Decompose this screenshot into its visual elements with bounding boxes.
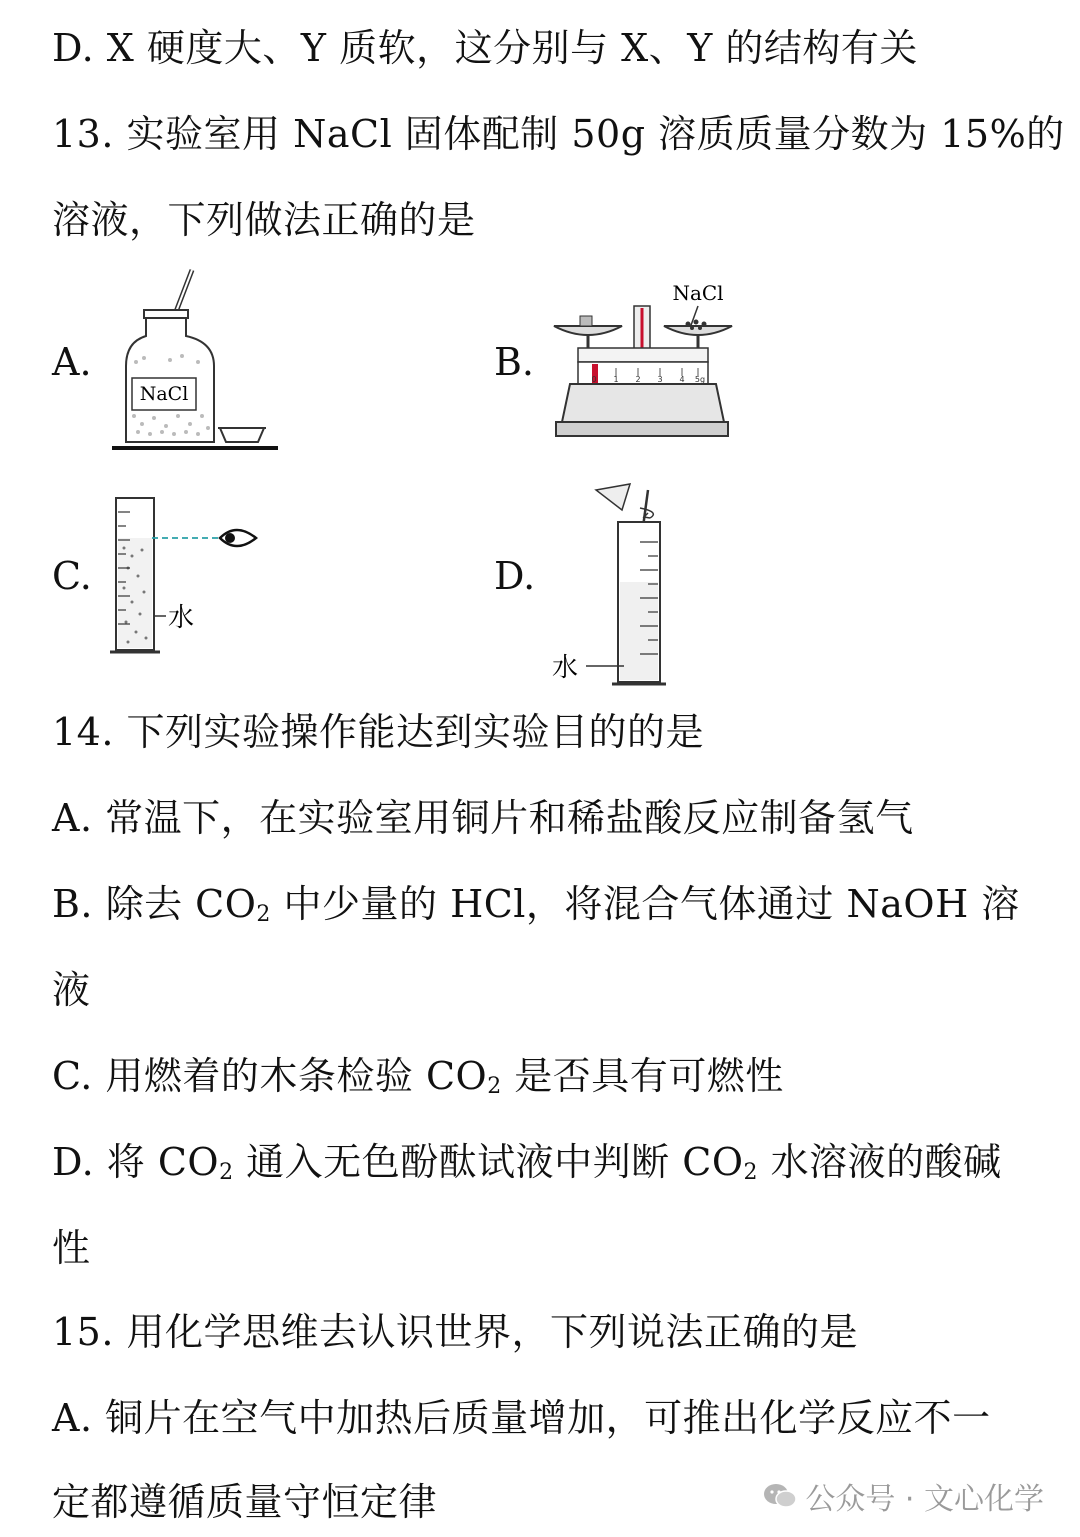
- water-label: 水: [168, 603, 195, 633]
- q14-title: 14. 下列实验操作能达到实验目的的是: [52, 710, 705, 754]
- q14-option-c: [52, 1052, 784, 1111]
- wechat-icon: [763, 1482, 797, 1510]
- q14-c-subscript: 2: [487, 1074, 502, 1099]
- pan-label: NaCl: [672, 281, 724, 305]
- scale-tick: 2: [635, 375, 641, 384]
- q13-option-c-label: C.: [52, 554, 92, 598]
- q14-d-text-2: 通入无色酚酞试液中判断 CO: [233, 1140, 744, 1184]
- watermark-text: 公众号 · 文心化学: [805, 1482, 1044, 1517]
- q15-title: 15. 用化学思维去认识世界，下列说法正确的是: [52, 1310, 859, 1354]
- watermark: [763, 1474, 1044, 1518]
- q13-option-a-label: A.: [52, 340, 92, 384]
- q13-option-b-label: B.: [494, 340, 535, 384]
- scale-tick: 5g: [694, 375, 706, 384]
- q14-d-subscript-1: 2: [219, 1160, 234, 1185]
- q13-option-c-figure: [108, 492, 268, 658]
- q14-b-text-2: 中少量的 HCl，将混合气体通过 NaOH 溶: [270, 882, 1020, 926]
- q13-option-b-figure: [548, 272, 738, 444]
- q14-c-text-1: C. 用燃着的木条检验 CO: [52, 1054, 488, 1098]
- q14-d-text-1: D. 将 CO: [52, 1140, 220, 1184]
- q14-b-subscript: 2: [256, 902, 271, 927]
- q14-option-b-line-2: 液: [52, 968, 91, 1012]
- scale-tick: 3: [657, 375, 663, 384]
- q14-c-text-2: 是否具有可燃性: [501, 1054, 784, 1098]
- q14-b-text-1: B. 除去 CO: [52, 882, 257, 926]
- q13-title-line-1: 13. 实验室用 NaCl 固体配制 50g 溶质质量分数为 15%的: [52, 112, 1065, 156]
- q14-d-subscript-2: 2: [743, 1160, 758, 1185]
- q13-option-d-label: D.: [494, 554, 536, 598]
- water-label: 水: [552, 653, 579, 683]
- q14-d-text-3: 水溶液的酸碱: [757, 1140, 1002, 1184]
- scale-tick: 4: [679, 375, 685, 384]
- q13-option-a-figure: [110, 266, 280, 456]
- q14-option-d-line-2: 性: [52, 1226, 91, 1270]
- scale-tick: 1: [613, 375, 619, 384]
- q14-option-d: [52, 1138, 1002, 1197]
- q13-title-line-2: 溶液，下列做法正确的是: [52, 198, 476, 242]
- q14-option-b: [52, 880, 1020, 939]
- bottle-label: NaCl: [139, 383, 189, 405]
- q13-option-d-figure: [548, 482, 678, 688]
- q15-option-a-line-2: 定都遵循质量守恒定律: [52, 1480, 438, 1524]
- q14-option-a: A. 常温下，在实验室用铜片和稀盐酸反应制备氢气: [52, 796, 914, 840]
- scale-tick: 0: [591, 375, 597, 384]
- q12-option-d: D. X 硬度大、Y 质软，这分别与 X、Y 的结构有关: [52, 26, 918, 70]
- q15-option-a-line-1: A. 铜片在空气中加热后质量增加，可推出化学反应不一: [52, 1396, 991, 1440]
